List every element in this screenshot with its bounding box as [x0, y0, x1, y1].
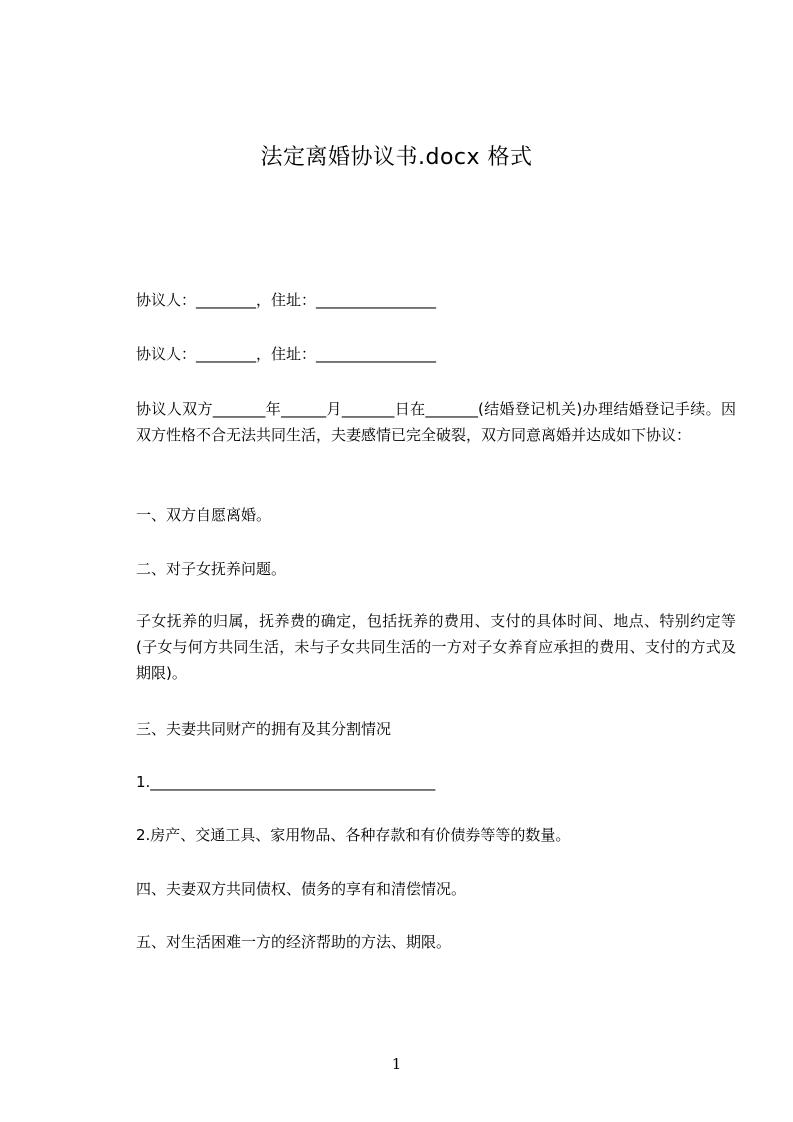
- party-line-2: 协议人：________，住址：________________: [136, 345, 437, 363]
- clause-5: 五、对生活困难一方的经济帮助的方法、期限。: [136, 933, 452, 951]
- clause-4: 四、夫妻双方共同债权、债务的享有和清偿情况。: [136, 880, 467, 898]
- clause-1: 一、双方自愿离婚。: [136, 506, 272, 524]
- clause-2: 二、对子女抚养问题。: [136, 560, 287, 578]
- document-title: 法定离婚协议书.docx 格式: [260, 145, 533, 170]
- clause-2-detail: 子女抚养的归属，抚养费的确定，包括抚养的费用、支付的具体时间、地点、特别约定等(子女与何方共同生活，未与子女共同生活的一方对子女养育应承担的费用、支付的方式及期限)。: [136, 612, 736, 682]
- party-line-1: 协议人：________，住址：________________: [136, 291, 437, 309]
- clause-3-item-2: 2.房产、交通工具、家用物品、各种存款和有价债券等等的数量。: [136, 826, 571, 844]
- intro-paragraph: 协议人双方_______年______月_______日在_______(结婚登记机关)办理结婚登记手续。因双方性格不合无法共同生活，夫妻感情已完全破裂，双方同意离婚并达成如下协议：: [136, 400, 736, 444]
- clause-3: 三、夫妻共同财产的拥有及其分割情况: [136, 720, 392, 738]
- page-number: 1: [391, 1055, 402, 1073]
- clause-3-item-1: 1.______________________________________: [136, 773, 436, 791]
